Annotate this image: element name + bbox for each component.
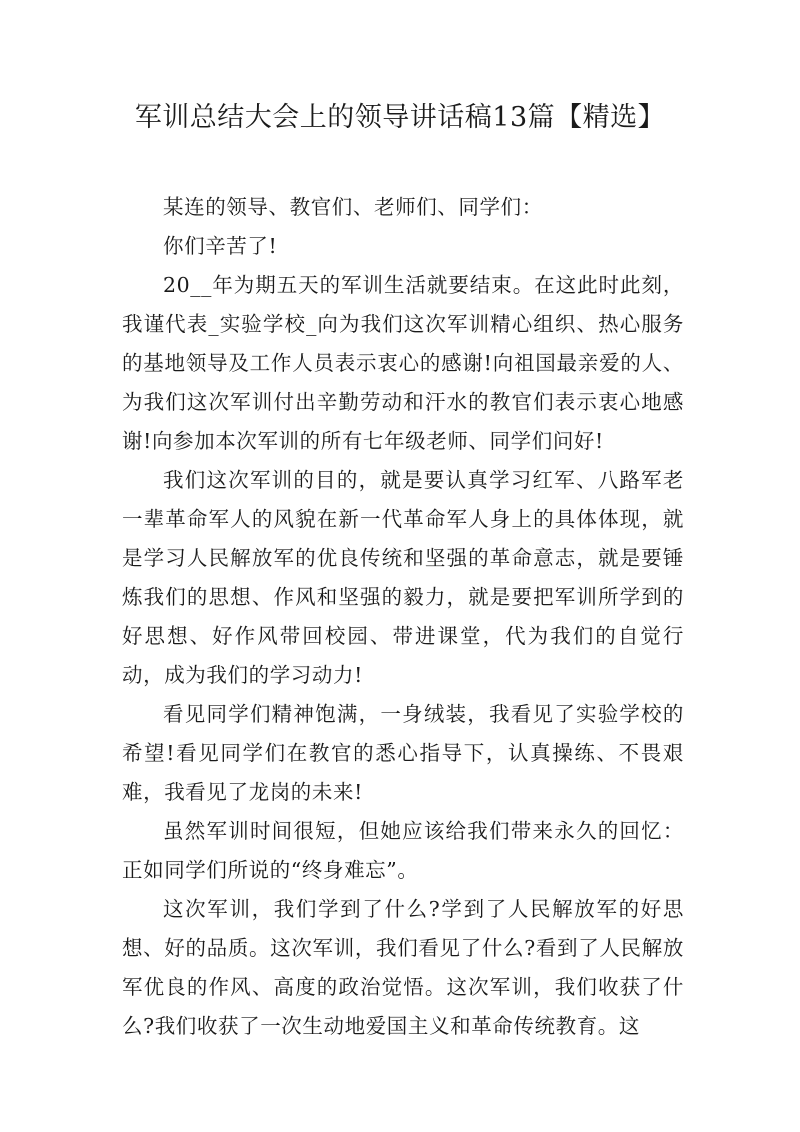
paragraph-salutation: 某连的领导、教官们、老师们、同学们： <box>163 195 543 219</box>
document-title: 军训总结大会上的领导讲话稿13篇【精选】 <box>134 102 666 133</box>
paragraph-purpose: 我们这次军训的目的，就是要认真学习红军、八路军老一辈革命军人的风貌在新一代革命军人身上的具体体现，就是学习人民解放军的优良传统和坚强的革命意志，就是要锤炼我们的思想、作风和坚强的毅力，就是要把军训所学到的好思想、好作风带回校园、带进课堂，代为我们的自觉行动，成为我们的学习动力! <box>122 468 684 687</box>
paragraph-lessons: 这次军训，我们学到了什么?学到了人民解放军的好思想、好的品质。这次军训，我们看见了什么?看到了人民解放军优良的作风、高度的政治觉悟。这次军训，我们收获了什么?我们收获了一次生动地爱国主义和革命传统教育。这 <box>122 897 684 1038</box>
paragraph-hope: 看见同学们精神饱满，一身绒装，我看见了实验学校的希望!看见同学们在教官的悉心指导下，认真操练、不畏艰难，我看见了龙岗的未来! <box>122 702 684 804</box>
paragraph-greeting: 你们辛苦了! <box>163 234 278 258</box>
document-body <box>122 188 684 1046</box>
paragraph-memory: 虽然军训时间很短，但她应该给我们带来永久的回忆：正如同学们所说的“终身难忘”。 <box>122 819 684 882</box>
paragraph-thanks: 20__年为期五天的军训生活就要结束。在这此时此刻，我谨代表_实验学校_向为我们这次军训精心组织、热心服务的基地领导及工作人员表示衷心的感谢!向祖国最亲爱的人、为我们这次军训付出辛勤劳动和汗水的教官们表示衷心地感谢!向参加本次军训的所有七年级老师、同学们问好! <box>122 273 684 453</box>
